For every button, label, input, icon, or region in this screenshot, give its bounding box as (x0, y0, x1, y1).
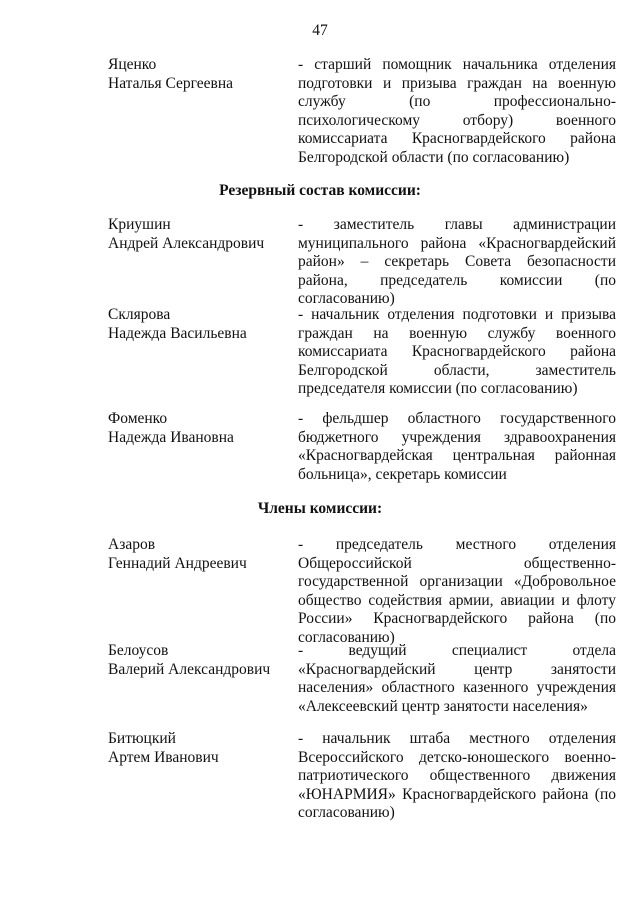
position-description: - старший помощник начальника отделения подготовки и призыва граждан на военную службу (по профессионально-психологическому отбору) военного комиссариата Красногвардейского района Белгородской области (по согласованию) (298, 56, 616, 166)
position-description: - начальник отделения подготовки и призыва граждан на военную службу военного комиссариата Красногвардейского района Белгородской области, заместитель председателя комиссии (по согласованию) (298, 306, 616, 397)
page-number: 47 (312, 22, 328, 39)
given-names: Геннадий Андреевич (108, 554, 247, 572)
given-names: Наталья Сергеевна (108, 74, 234, 92)
position-description: - председатель местного отделения Общероссийской общественно-государственной организации «Добровольное общество содействия армии, авиации и флоту России» Красногвардейского района (по согласованию) (298, 536, 616, 646)
position-description: - заместитель главы администрации муниципального района «Красногвардейский район» – секретарь Совета безопасности района, председатель комиссии (по согласованию) (298, 216, 616, 307)
surname: Азаров (108, 536, 156, 553)
position-description: - фельдшер областного государственного бюджетного учреждения здравоохранения «Красногвардейская центральная районная больница», секретарь комиссии (298, 410, 616, 483)
surname: Склярова (108, 306, 171, 323)
person-name (108, 56, 283, 93)
person-name (108, 216, 283, 253)
surname: Битюцкий (108, 730, 176, 747)
position-description: - начальник штаба местного отделения Всероссийского детско-юношеского военно-патриотического общественного движения «ЮНАРМИЯ» Красногвардейского района (по согласованию) (298, 730, 616, 821)
surname: Белоусов (108, 642, 169, 659)
surname: Криушин (108, 216, 171, 233)
members-section-heading: Члены комиссии: (257, 500, 383, 517)
given-names: Надежда Васильевна (108, 324, 247, 342)
position-description: - ведущий специалист отдела «Красногвардейский центр занятости населения» областного казенного учреждения «Алексеевский центр занятости населения» (298, 642, 616, 715)
given-names: Артем Иванович (108, 748, 219, 766)
person-name (108, 536, 283, 573)
reserve-section-heading: Резервный состав комиссии: (219, 182, 421, 199)
person-name (108, 306, 283, 343)
surname: Фоменко (108, 410, 168, 427)
surname: Яценко (108, 56, 157, 73)
given-names: Надежда Ивановна (108, 428, 234, 446)
person-name (108, 642, 283, 679)
given-names: Валерий Александрович (108, 660, 271, 678)
person-name (108, 730, 283, 767)
given-names: Андрей Александрович (108, 234, 265, 252)
person-name (108, 410, 283, 447)
